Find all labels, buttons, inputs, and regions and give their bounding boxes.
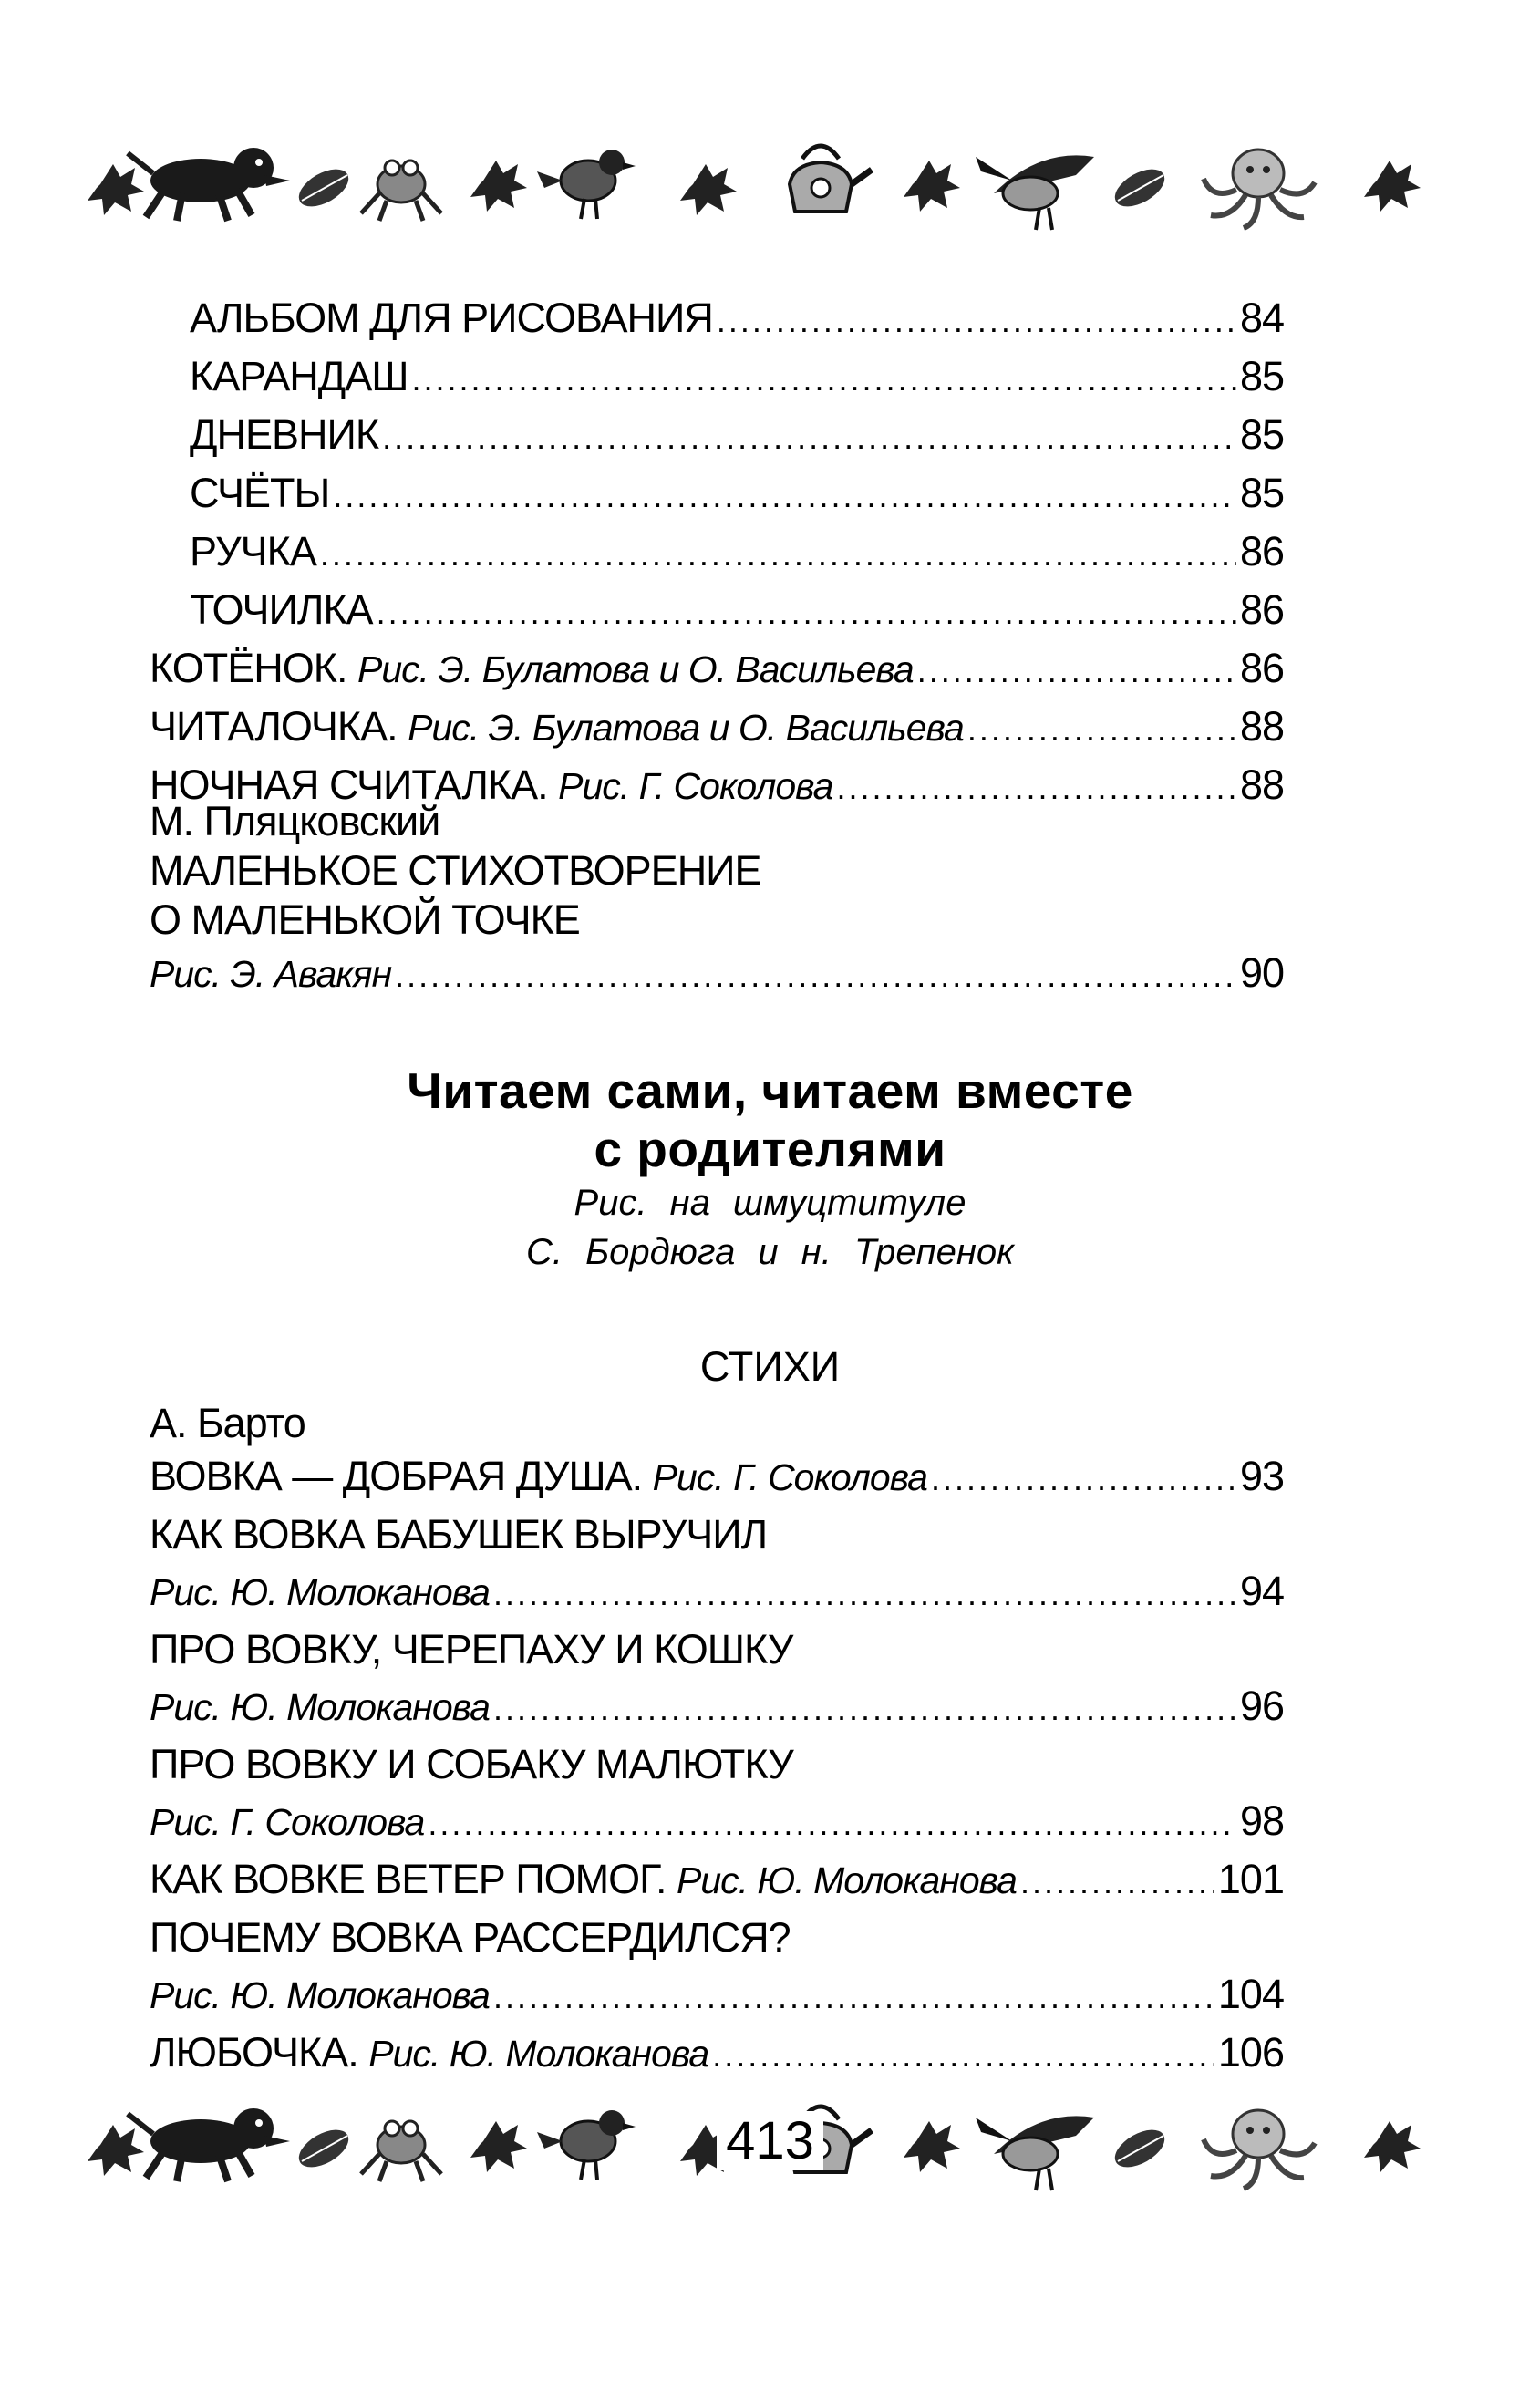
entry-page: 101 [1217, 1856, 1284, 1902]
entry-page: 86 [1239, 586, 1284, 633]
entry-title: ПРО ВОВКУ И СОБАКУ МАЛЮТКУ [150, 1741, 793, 1787]
entry-title: ПОЧЕМУ ВОВКА РАССЕРДИЛСЯ? [150, 1914, 791, 1961]
toc-entry [150, 465, 1284, 523]
entry-page: 84 [1239, 295, 1284, 341]
entry-title: КАК ВОВКЕ ВЕТЕР ПОМОГ. [150, 1856, 667, 1902]
entry-title-line2: О МАЛЕНЬКОЙ ТОЧКЕ [150, 896, 580, 943]
toc-entry [150, 1563, 1284, 1621]
author-name: А. Барто [150, 1400, 305, 1446]
entry-page: 88 [1239, 761, 1284, 808]
entry-credit: Рис. Ю. Молоканова [150, 1974, 490, 2016]
toc-entry [150, 699, 1284, 757]
entry-title: ДНЕВНИК [190, 411, 379, 458]
entry-title-line1: МАЛЕНЬКОЕ СТИХОТВОРЕНИЕ [150, 847, 761, 894]
dot-leader [717, 293, 1236, 348]
dot-leader [377, 585, 1236, 640]
page-number: 413 [0, 2114, 1540, 2169]
subsection-title: СТИХИ [699, 1343, 841, 1390]
entry-credit: Рис. Э. Булатова и О. Васильева [408, 707, 964, 749]
dot-leader [411, 351, 1235, 407]
entry-credit: Рис. Э. Авакян [150, 953, 392, 995]
dot-leader [382, 409, 1236, 465]
section-illustrator-line2: С. Бордюга и н. Трепенок [525, 1232, 1015, 1272]
entry-page: 85 [1239, 411, 1284, 458]
entry-credit: Рис. Ю. Молоканова [368, 2033, 709, 2075]
toc-entry [150, 640, 1284, 699]
section-heading [0, 1061, 1540, 1277]
toc-block-barto [150, 1399, 1284, 2083]
entry-page: 86 [1239, 645, 1284, 691]
top-decorative-border [64, 128, 1477, 237]
dot-leader [493, 1566, 1236, 1621]
entry-page: 104 [1217, 1971, 1284, 2017]
toc-entry [150, 582, 1284, 640]
toc-entry [150, 523, 1284, 582]
toc-entry [150, 348, 1284, 407]
entry-title: КАРАНДАШ [190, 353, 408, 399]
dot-leader [395, 947, 1236, 1003]
toc-entry [150, 1966, 1284, 2024]
entry-credit: Рис. Г. Соколова [652, 1456, 927, 1498]
author-name: М. Пляцковский [150, 798, 440, 844]
dot-leader [493, 1681, 1236, 1736]
entry-title: НОЧНАЯ СЧИТАЛКА. Рис. Г. Соколова [150, 761, 833, 808]
entry-title: РУЧКА [190, 528, 316, 575]
entry-title: СЧЁТЫ [190, 470, 330, 516]
entry-page: 86 [1239, 528, 1284, 575]
toc-entry [150, 1678, 1284, 1736]
entry-page: 90 [1239, 949, 1284, 996]
entry-title: КОТЁНОК. Рис. Э. Булатова и О. Васильева [150, 645, 914, 691]
entry-page: 96 [1239, 1683, 1284, 1729]
entry-page: 98 [1239, 1797, 1284, 1844]
dot-leader [931, 1451, 1236, 1507]
toc-entry [150, 1448, 1284, 1507]
entry-title: АЛЬБОМ ДЛЯ РИСОВАНИЯ [190, 295, 713, 341]
entry-credit: Рис. Г. Соколова [558, 765, 833, 807]
dot-leader [493, 1969, 1214, 2024]
entry-title: ВОВКА — ДОБРАЯ ДУША. [150, 1453, 643, 1499]
toc-block-plyatskovsky [150, 797, 1284, 1003]
dot-leader [333, 468, 1236, 523]
entry-credit: Рис. Г. Соколова [150, 1801, 425, 1843]
entry-page: 85 [1239, 470, 1284, 516]
border-illustration [64, 128, 1477, 237]
section-title-line1: Читаем сами, читаем вместе [407, 1062, 1133, 1119]
entry-page: 94 [1239, 1568, 1284, 1614]
dot-leader [917, 643, 1236, 699]
entry-page: 88 [1239, 703, 1284, 750]
dot-leader [320, 526, 1236, 582]
entry-title: ЛЮБОЧКА. [150, 2029, 358, 2076]
entry-title: КАК ВОВКА БАБУШЕК ВЫРУЧИЛ [150, 1511, 768, 1558]
entry-credit: Рис. Ю. Молоканова [150, 1571, 490, 1613]
dot-leader [428, 1796, 1236, 1851]
entry-page: 85 [1239, 353, 1284, 399]
toc-entry [150, 945, 1284, 1003]
toc-entry [150, 290, 1284, 348]
toc-entry [150, 1793, 1284, 1851]
entry-title: ПРО ВОВКУ, ЧЕРЕПАХУ И КОШКУ [150, 1626, 793, 1672]
entry-title: ЧИТАЛОЧКА. Рис. Э. Булатова и О. Васильева [150, 703, 964, 750]
toc-block-1 [150, 290, 1284, 815]
dot-leader [712, 2027, 1214, 2083]
entry-credit: Рис. Э. Булатова и О. Васильева [357, 648, 914, 690]
entry-credit: Рис. Ю. Молоканова [150, 1686, 490, 1728]
toc-entry [150, 1851, 1284, 1910]
entry-page: 93 [1239, 1453, 1284, 1499]
section-illustrator-line1: Рис. на шмуцтитуле [574, 1183, 966, 1223]
dot-leader [967, 701, 1236, 757]
entry-credit: Рис. Ю. Молоканова [677, 1859, 1017, 1901]
section-title-line2: с родителями [594, 1121, 946, 1177]
entry-title: ТОЧИЛКА [190, 586, 373, 633]
toc-entry [150, 2024, 1284, 2083]
entry-page: 106 [1217, 2029, 1284, 2076]
dot-leader [1020, 1854, 1214, 1910]
toc-entry [150, 407, 1284, 465]
